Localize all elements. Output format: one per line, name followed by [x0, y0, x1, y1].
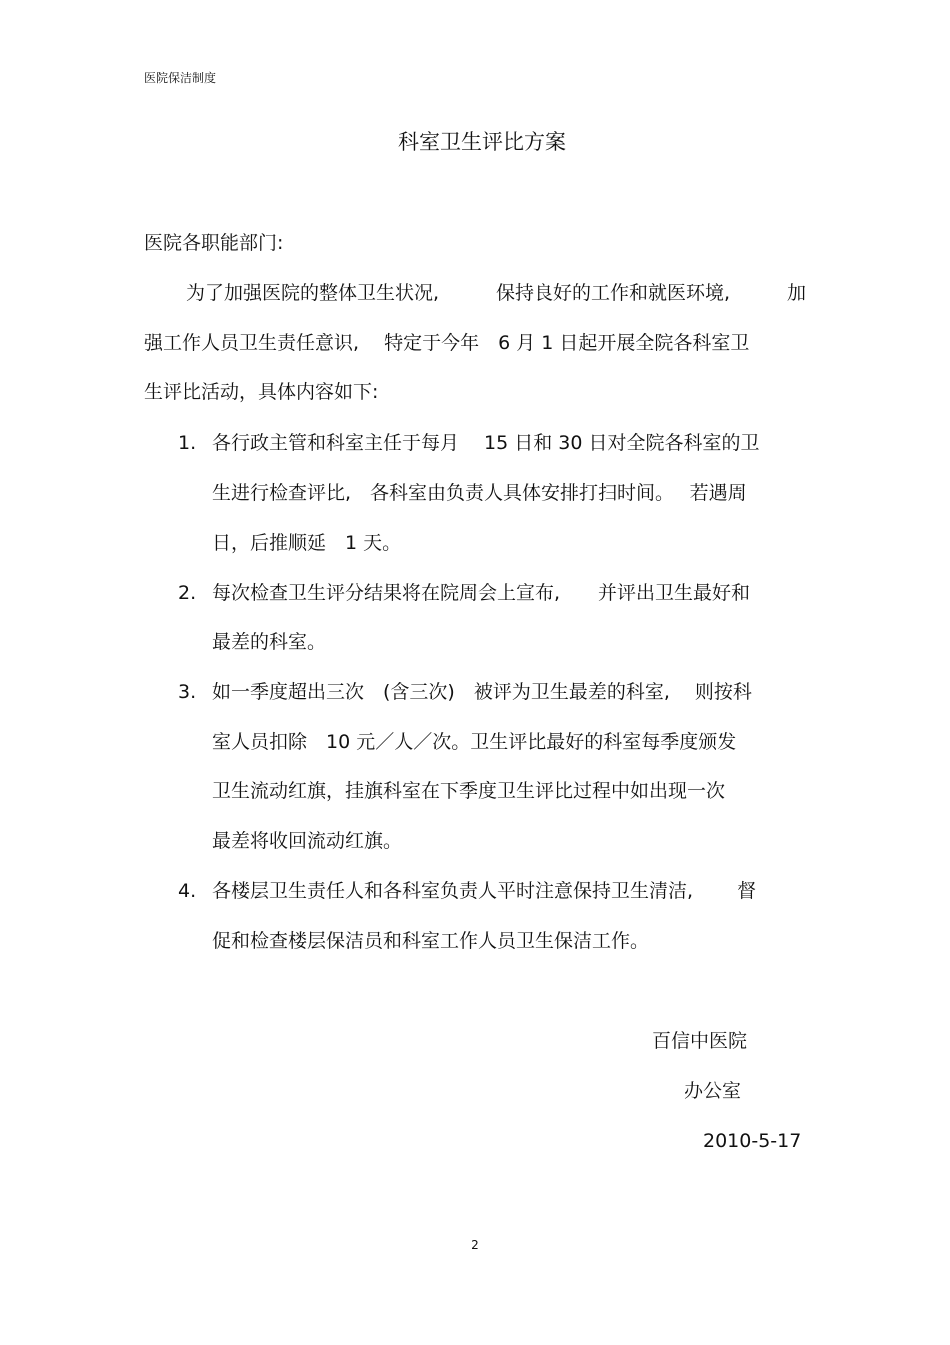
- signature-date: 2010-5-17: [703, 1130, 802, 1152]
- intro-line-3: 生评比活动，具体内容如下:: [144, 381, 379, 403]
- item-3-line-3: 卫生流动红旗，挂旗科室在下季度卫生评比过程中如出现一次: [212, 780, 726, 802]
- item-2-line-2: 最差的科室。: [212, 631, 327, 653]
- item-number: 4.: [178, 880, 197, 902]
- item-3-line-4: 最差将收回流动红旗。: [212, 830, 403, 852]
- item-3-line-2: 室人员扣除 10 元／人／次。卫生评比最好的科室每季度颁发: [212, 731, 737, 753]
- intro-line-1-part-2: 保持良好的工作和就医环境,: [495, 282, 731, 304]
- running-header: 医院保洁制度: [144, 71, 217, 85]
- item-number: 2.: [178, 582, 197, 604]
- intro-line-2: 强工作人员卫生责任意识, 特定于今年 6 月 1 日起开展全院各科室卫: [144, 332, 750, 354]
- salutation: 医院各职能部门:: [144, 232, 284, 254]
- item-1-line-3: 日，后推顺延 1 天。: [212, 532, 402, 554]
- item-number: 3.: [178, 681, 197, 703]
- signature-organization: 百信中医院: [652, 1030, 748, 1052]
- item-4-line-1: 各楼层卫生责任人和各科室负责人平时注意保持卫生清洁, 督: [212, 880, 757, 902]
- signature-department: 办公室: [684, 1080, 742, 1102]
- item-1-line-1: 各行政主管和科室主任于每月 15 日和 30 日对全院各科室的卫: [212, 432, 760, 454]
- item-number: 1.: [178, 432, 197, 454]
- document-title: 科室卫生评比方案: [398, 130, 566, 154]
- intro-line-1-part-1: 为了加强医院的整体卫生状况,: [186, 282, 440, 304]
- intro-line-1-part-3: 加: [786, 282, 806, 304]
- item-1-line-2: 生进行检查评比, 各科室由负责人具体安排打扫时间。 若遇周: [212, 482, 747, 504]
- page-number: 2: [471, 1238, 479, 1252]
- item-3-line-1: 如一季度超出三次 (含三次) 被评为卫生最差的科室, 则按科: [212, 681, 752, 703]
- item-4-line-2: 促和检查楼层保洁员和科室工作人员卫生保洁工作。: [212, 930, 650, 952]
- item-2-line-1: 每次检查卫生评分结果将在院周会上宣布, 并评出卫生最好和: [212, 582, 751, 604]
- intro-line-1: [186, 280, 806, 306]
